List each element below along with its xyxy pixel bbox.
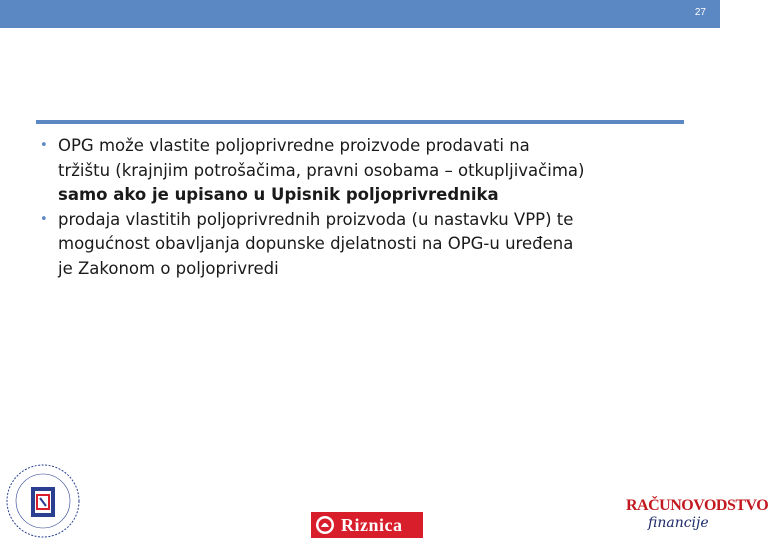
bullet-icon: •: [40, 138, 48, 153]
racunovodstvo-financije-logo: [626, 497, 768, 540]
bullet-2-line-2: mogućnost obavljanja dopunske djelatnosti na OPG-u uređena: [58, 234, 574, 253]
bullet-item-2: [40, 208, 690, 282]
logo-top-word: RAČUNOVODSTVO: [626, 497, 768, 514]
logo-script-word: financije: [648, 515, 709, 531]
riznica-logo: [311, 512, 423, 538]
bullet-2-line-3: je Zakonom o poljoprivredi: [58, 258, 279, 278]
bullet-item-1: [40, 134, 690, 208]
header-bar: [0, 0, 720, 28]
slide-body: [40, 134, 690, 281]
bullet-1-line-2: tržištu (krajnjim potrošačima, pravni osobama – otkupljivačima): [58, 160, 585, 180]
riznica-logo-text: Riznica: [341, 514, 403, 535]
bullet-1-line-3: samo ako je upisano u Upisnik poljoprivrednika: [58, 185, 499, 204]
riznica-emblem-icon: [315, 515, 335, 535]
bullet-2-line-1: prodaja vlastitih poljoprivrednih proizvoda (u nastavku VPP) te: [58, 209, 574, 229]
bullet-1-line-1: OPG može vlastite poljoprivredne proizvode prodavati na: [58, 136, 530, 155]
bullet-icon: •: [40, 211, 48, 227]
slide-number: 27: [694, 7, 706, 18]
association-seal-logo: [4, 462, 82, 540]
title-divider: [36, 120, 684, 124]
